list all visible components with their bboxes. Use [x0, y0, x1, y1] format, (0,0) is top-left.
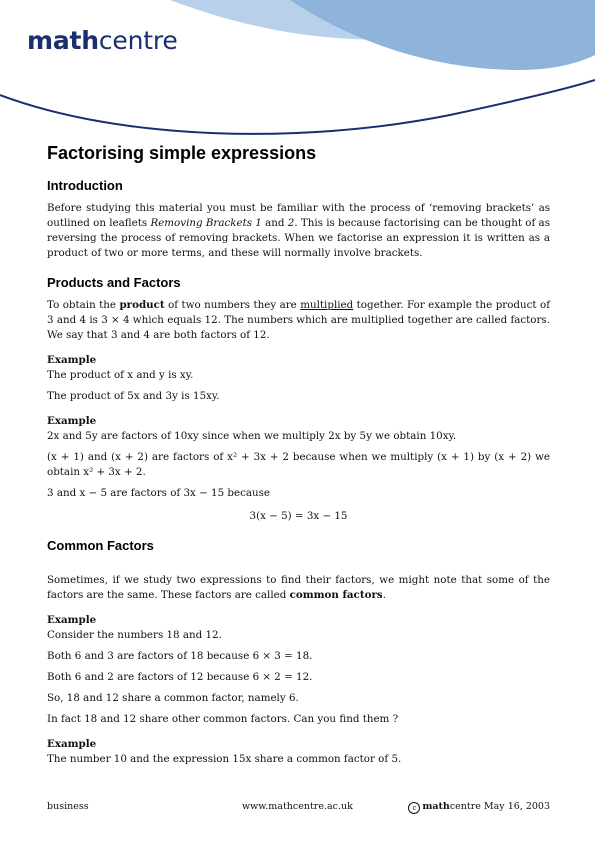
copyright-icon: c [408, 802, 420, 814]
page-footer [47, 801, 550, 815]
footer-copyright: c mathcentre May 16, 2003 [408, 801, 550, 814]
example-line: The product of 5x and 3y is 15xy. [47, 390, 220, 402]
products-paragraph: To obtain the product of two numbers they are multiplied together. For example the product of 3 and 4 is 3 × 4 which equals 12. The numbers which are multiplied together are called factors. We say that 3 and 4 are both factors of 12. [47, 299, 550, 341]
example-line: Both 6 and 2 are factors of 12 because 6 × 2 = 12. [47, 671, 313, 683]
example-line: 2x and 5y are factors of 10xy since when we multiply 2x by 5y we obtain 10xy. [47, 430, 457, 442]
example-line: Consider the numbers 18 and 12. [47, 629, 222, 641]
intro-paragraph: Before studying this material you must be familiar with the process of ‘removing brackets’ as outlined on leaflets Removing Brackets 1 and 2. This is because factorising can be thought of as reversing the process of removing brackets. When we factorise an expression it is written as a product of two or more terms, and these will normally involve brackets. [47, 202, 550, 259]
example-label: Example [47, 614, 97, 626]
example-line: The product of x and y is xy. [47, 369, 194, 381]
example-label: Example [47, 354, 97, 366]
header-banner [0, 0, 595, 140]
section-heading-introduction: Introduction [47, 178, 123, 193]
example-line: 3 and x − 5 are factors of 3x − 15 because [47, 487, 271, 499]
example-label: Example [47, 738, 97, 750]
example-label: Example [47, 415, 97, 427]
wave-graphic [0, 0, 595, 140]
mathcentre-logo: mathcentre [27, 26, 178, 55]
equation: 3(x − 5) = 3x − 15 [249, 510, 348, 522]
example-line: In fact 18 and 12 share other common factors. Can you find them ? [47, 713, 399, 725]
footer-url[interactable]: www.mathcentre.ac.uk [242, 801, 353, 812]
example-line: The number 10 and the expression 15x share a common factor of 5. [47, 753, 402, 765]
document-body [47, 143, 550, 773]
common-paragraph: Sometimes, if we study two expressions to find their factors, we might note that some of the factors are the same. These factors are called common factors. [47, 574, 550, 601]
example-line: (x + 1) and (x + 2) are factors of x² + 3x + 2 because when we multiply (x + 1) by (x + 2) we obtain x² + 3x + 2. [47, 451, 550, 478]
example-line: So, 18 and 12 share a common factor, namely 6. [47, 692, 299, 704]
section-heading-products: Products and Factors [47, 275, 181, 290]
footer-category: business [47, 801, 89, 812]
section-heading-common-factors: Common Factors [47, 538, 154, 553]
example-line: Both 6 and 3 are factors of 18 because 6 × 3 = 18. [47, 650, 313, 662]
page-title: Factorising simple expressions [47, 143, 317, 163]
